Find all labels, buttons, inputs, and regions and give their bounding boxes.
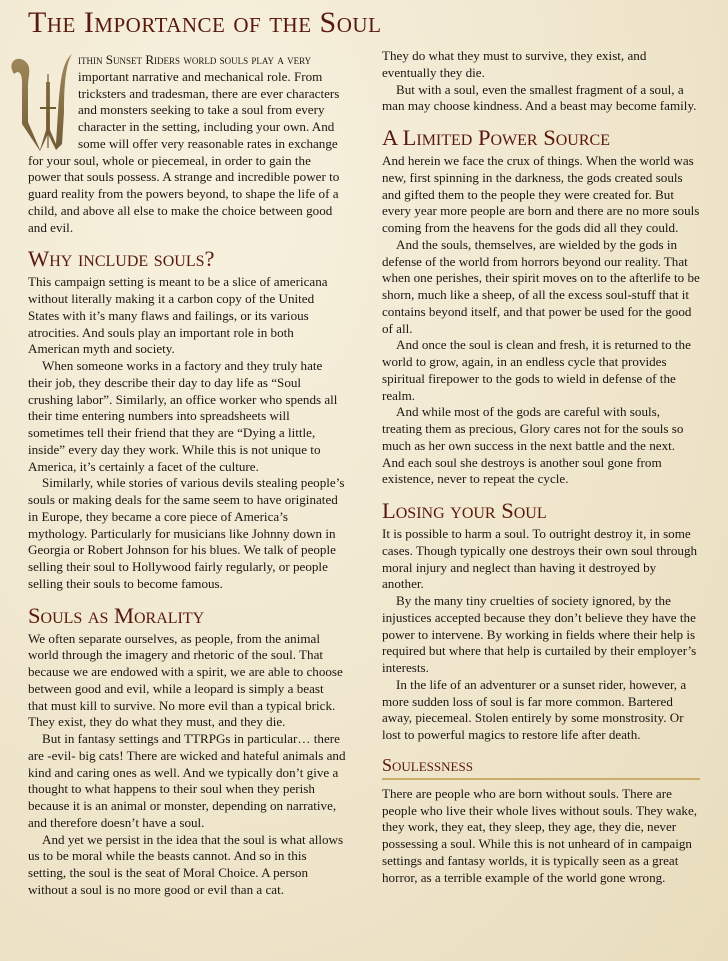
paragraph: And yet we persist in the idea that the soul is what allows us to be moral while the beasts cannot. And so in this setting, the soul is the seat of Moral Choice. A person without a soul is no more good or evil than a cat. xyxy=(28,831,344,897)
paragraph: They do what they must to survive, they exist, and eventually they die. xyxy=(382,48,647,80)
paragraph: And once the soul is clean and fresh, it is returned to the world to grow, again, in an endless cycle that provides spiritual firepower to the gods to wield in defense of the realm. xyxy=(382,337,691,403)
heading-losing-your-soul: Losing your Soul xyxy=(382,498,547,523)
paragraph: But with a soul, even the smallest fragment of a soul, a man may choose kindness. And a beast may become family. xyxy=(382,81,697,114)
paragraph: And herein we face the crux of things. When the world was new, first spinning in the darkness, the gods created souls and gifted them to the people they were created for. But every year more people are born and there are no more souls coming from the heavens for the gods did all they could. xyxy=(382,153,700,235)
paragraph: Similarly, while stories of various devils stealing people’s souls or making deals for the same seem to have originated in Europe, they became a core piece of America’s mythology. Particularly for musicians like Johnny down in Georgia or Robert Johnson for his blues. We talk of people selling their soul to Hollywood fairly regularly, or people selling their souls to become famous. xyxy=(28,475,345,591)
paragraph: But in fantasy settings and TTRPGs in particular… there are -evil- big cats! There are wicked and hateful animals and kind and caring ones as well. And we typically don’t give a thought to what happens to their soul when they perish because it is an animal or monster, depending on narrative, and therefore doesn’t have a soul. xyxy=(28,731,346,830)
paragraph: And while most of the gods are careful with souls, treating them as precious, Glory cares not for the souls so much as her own success in the next battle and the next. And each soul she destroys is another soul gone from existence, never to repeat the cycle. xyxy=(382,404,684,487)
intro-paragraph xyxy=(28,52,346,236)
paragraph: This campaign setting is meant to be a slice of americana without literally making it a carbon copy of the United States with it’s many flaws and failings, or its various atrocities. And souls play an important role in both American myth and society. xyxy=(28,274,328,357)
page-title: The Importance of the Soul xyxy=(28,6,382,39)
paragraph: And the souls, themselves, are wielded by the gods in defense of the world from horrors beyond our reality. That when one perishes, their spirit moves on to the afterlife to be shorn, much like a sheep, of all the excess soul-stuff that it contains beyond itself, and that power be used for the good of all. xyxy=(382,236,700,336)
paragraph: When someone works in a factory and they truly hate their job, they describe their day to day life as “Soul crushing labor”. Similarly, an office worker who spends all their time entering numbers into spreadsheets will sometimes tell their friend that they are “Dying a little, inside” every day they work. While this is not unique to America, it’s certainly a facet of the culture. xyxy=(28,358,338,474)
heading-why-include-souls: Why include souls? xyxy=(28,246,215,272)
intro-text: important narrative and mechanical role. From tricksters and tradesman, there are ever characters and monsters seeking to take a soul from every character in the setting, including your own. And some will offer very reasonable rates in exchange for your soul, whole or piecemeal, in order to gain the power that souls possess. A strange and incredible power to guard reality from the powers beyond, to shape the life of a child, and above all else to make the choice between good and evil. xyxy=(28,68,340,235)
paragraph: By the many tiny cruelties of society ignored, by the injustices accepted because they don’t believe they have the power to intervene. By working in fields where their help is required but where that help is curtailed by their employer’s interests. xyxy=(382,593,697,675)
paragraph: In the life of an adventurer or a sunset rider, however, a more sudden loss of soul is far more common. Bartered away, piecemeal. Stolen entirely by some monstrosity. Or lost to powerful magics to restore life after death. xyxy=(382,676,687,742)
left-column xyxy=(28,52,346,899)
heading-limited-power-source: A Limited Power Source xyxy=(382,125,610,150)
right-column xyxy=(382,48,700,886)
paragraph: It is possible to harm a soul. To outright destroy it, in some cases. Though typically one destroys their own soul through moral injury and neglect than having it destroyed by another. xyxy=(382,526,698,592)
intro-lead: ithin Sunset Riders world souls play a very xyxy=(78,52,312,67)
heading-soulessness: Soulessness xyxy=(382,754,700,780)
heading-souls-as-morality: Souls as Morality xyxy=(28,602,205,628)
dropcap-w-icon xyxy=(6,52,74,152)
paragraph: We often separate ourselves, as people, from the animal world through the imagery and rhetoric of the soul. That because we are endowed with a spirit, we are able to choose between good and evil, while a leopard is simply a beast that must kill to survive. No more evil than a typical brick. They exist, they do what they must, and they die. xyxy=(28,630,343,730)
paragraph: There are people who are born without souls. There are people who live their whole lives without souls. They wake, they work, they eat, they sleep, they age, they die, never possessing a soul. While this is not unheard of in campaign settings and fantasy worlds, it is typically seen as a great horror, as a terrible example of the world gone wrong. xyxy=(382,785,698,885)
